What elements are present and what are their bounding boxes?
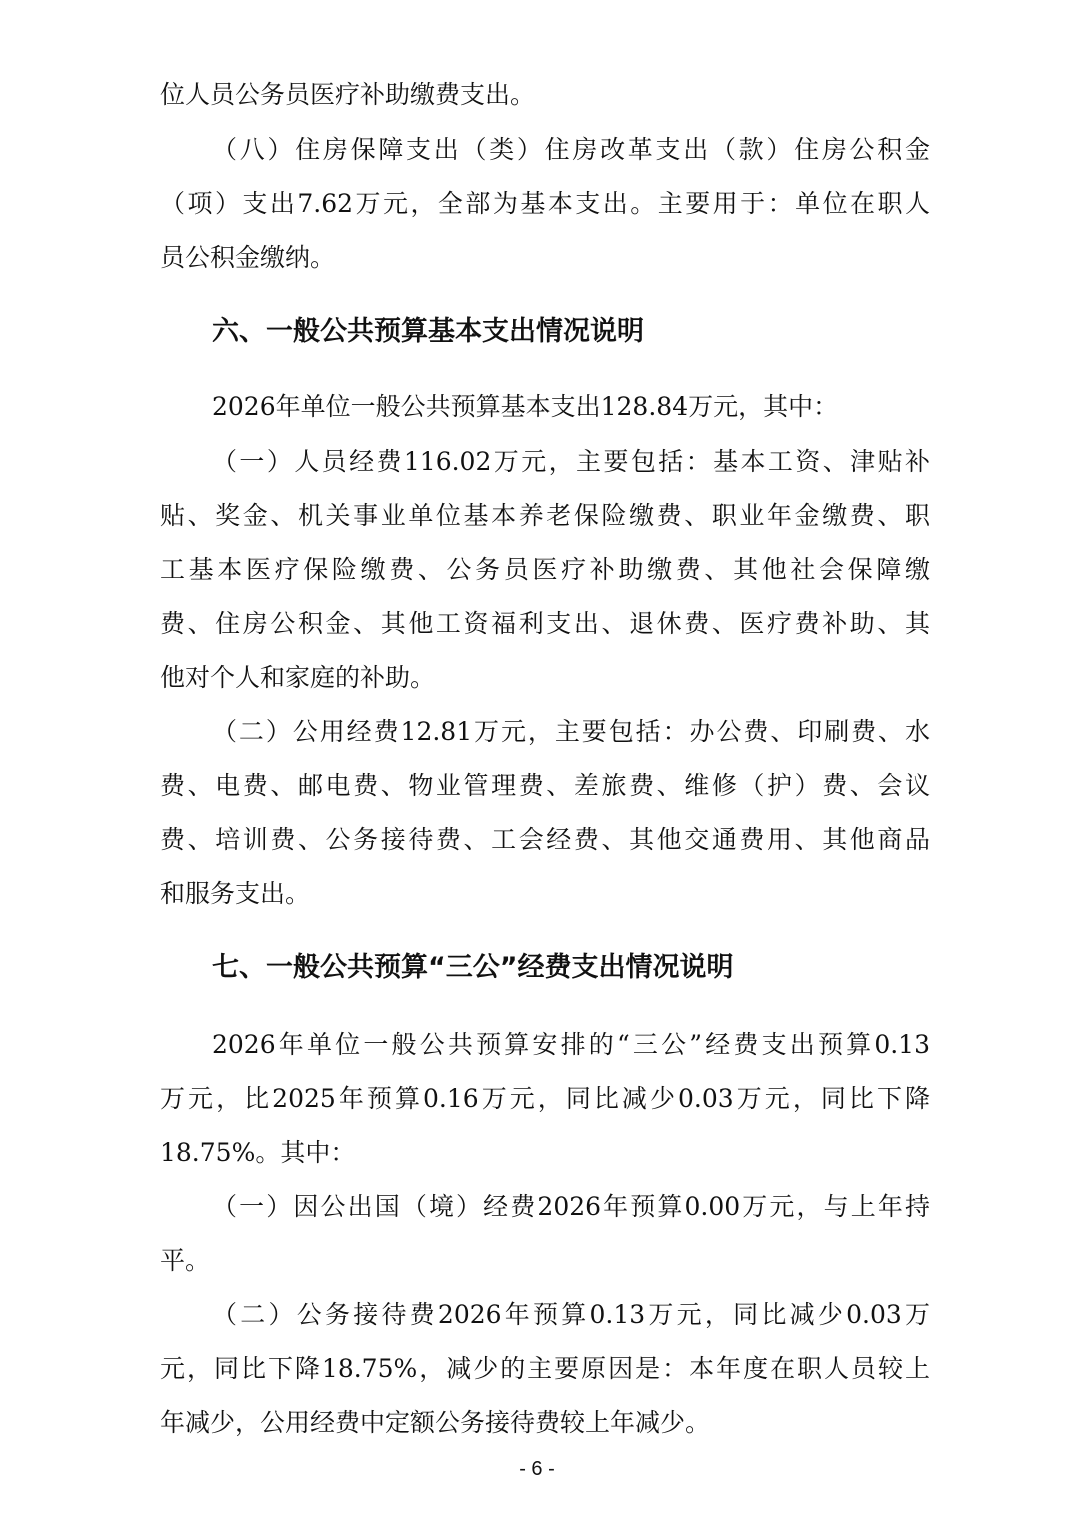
paragraph-line: 2026年单位一般公共预算安排的“三公”经费支出预算0.13 [212,1030,930,1059]
paragraph-line: （二）公用经费12.81万元，主要包括：办公费、印刷费、水 [212,717,930,746]
paragraph-line: 他对个人和家庭的补助。 [160,663,436,692]
paragraph-line: 费、住房公积金、其他工资福利支出、退休费、医疗费补助、其 [160,609,930,638]
paragraph-line: 费、电费、邮电费、物业管理费、差旅费、维修（护）费、会议 [160,771,930,800]
paragraph-line: 贴、奖金、机关事业单位基本养老保险缴费、职业年金缴费、职 [160,501,930,530]
paragraph-line: （二）公务接待费2026年预算0.13万元，同比减少0.03万 [212,1300,930,1329]
paragraph-line: 费、培训费、公务接待费、工会经费、其他交通费用、其他商品 [160,825,930,854]
paragraph-line: 万元，比2025年预算0.16万元，同比减少0.03万元，同比下降 [160,1084,930,1113]
paragraph-line: 2026年单位一般公共预算基本支出128.84万元，其中： [212,392,839,421]
paragraph-line: （八）住房保障支出（类）住房改革支出（款）住房公积金 [212,135,930,164]
paragraph-line: 18.75%。其中： [160,1138,356,1167]
section-heading-7: 七、一般公共预算“三公”经费支出情况说明 [212,952,734,983]
paragraph-line: 和服务支出。 [160,879,311,908]
paragraph-line: 平。 [160,1246,211,1275]
section-heading-6: 六、一般公共预算基本支出情况说明 [212,316,644,347]
paragraph-line: 员公积金缴纳。 [160,243,336,272]
paragraph-line: （一）人员经费116.02万元，主要包括：基本工资、津贴补 [212,447,930,476]
paragraph-line: 年减少，公用经费中定额公务接待费较上年减少。 [160,1408,711,1437]
paragraph-line: 位人员公务员医疗补助缴费支出。 [160,80,536,109]
paragraph-line: （一）因公出国（境）经费2026年预算0.00万元，与上年持 [212,1192,930,1221]
paragraph-line: 工基本医疗保险缴费、公务员医疗补助缴费、其他社会保障缴 [160,555,930,584]
paragraph-line: （项）支出7.62万元，全部为基本支出。主要用于：单位在职人 [160,189,930,218]
paragraph-line: 元，同比下降18.75%，减少的主要原因是：本年度在职人员较上 [160,1354,930,1383]
page-number: - 6 - [519,1458,555,1480]
